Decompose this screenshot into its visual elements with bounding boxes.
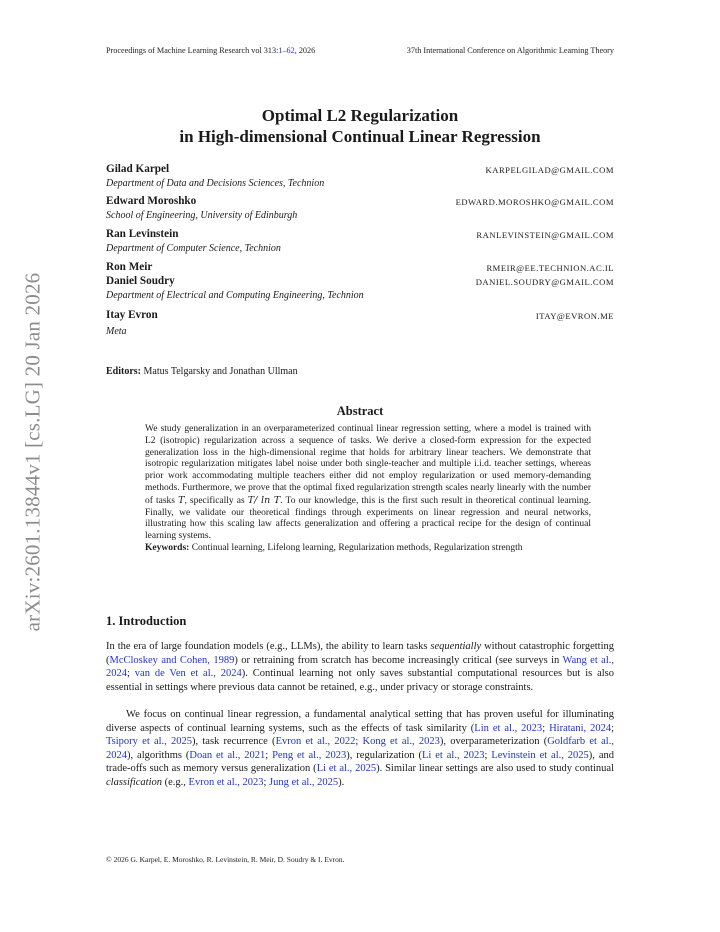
body-text: without catastrophic forgetting (: [106, 641, 615, 666]
body-text: In the era of large foundation models (e.g., LLMs), the ability to learn tasks: [106, 641, 431, 652]
body-text: ), task recurrence (: [192, 736, 276, 748]
citation-link[interactable]: McCloskey and Cohen, 1989: [109, 654, 235, 666]
author-affiliation: Meta: [106, 326, 127, 337]
emphasis-text: classification: [106, 776, 162, 788]
arxiv-stamp-text: arXiv:2601.13844v1 [cs.LG] 20 Jan 2026: [20, 272, 45, 632]
citation-link[interactable]: Wang et al., 2024: [106, 654, 614, 680]
emphasis-text: sequentially: [430, 641, 482, 652]
author-name: Gilad Karpel: [106, 163, 170, 175]
citation-link[interactable]: van de Ven et al., 2024: [134, 668, 242, 680]
body-text: ;: [127, 668, 135, 680]
citation-link[interactable]: Evron et al., 2023: [188, 776, 264, 788]
abstract-text: . To our knowledge, this is the first such result in theoretical continual learning. Finally, we validate our theoretical findings through experiments on linear regression and neural networks, illustrating how this scaling law affects generalization and offering a practical recipe for the design of continual learning systems.: [145, 495, 591, 542]
editors-label: Editors:: [106, 366, 141, 377]
body-text: ;: [265, 749, 273, 761]
body-text: ;: [542, 722, 550, 734]
author-name: Ron Meir: [106, 261, 153, 273]
intro-paragraph-2: [106, 708, 614, 790]
citation-link[interactable]: Levinstein et al., 2025: [491, 749, 589, 761]
citation-link[interactable]: Li et al., 2025: [316, 763, 377, 775]
author-email[interactable]: RANLEVINSTEIN@GMAIL.COM: [476, 230, 614, 240]
body-text: ), regularization (: [346, 749, 422, 761]
author-email[interactable]: DANIEL.SOUDRY@GMAIL.COM: [475, 277, 614, 287]
math-symbol: T: [178, 494, 185, 506]
author-affiliation: Department of Electrical and Computing Engineering, Technion: [106, 290, 364, 301]
author-affiliation: School of Engineering, University of Edinburgh: [106, 210, 298, 221]
running-header-right: 37th International Conference on Algorithmic Learning Theory: [406, 46, 614, 55]
author-name: Ran Levinstein: [106, 228, 179, 240]
citation-link[interactable]: Hiratani, 2024: [549, 722, 612, 734]
paper-title-line-1: Optimal L2 Regularization: [261, 106, 459, 125]
body-text: ) or retraining from scratch has become increasingly critical (see surveys in: [234, 654, 563, 666]
citation-link[interactable]: Peng et al., 2023: [272, 749, 347, 761]
abstract-heading: Abstract: [336, 404, 384, 418]
keywords-list: Continual learning, Lifelong learning, Regularization methods, Regularization strength: [191, 542, 523, 553]
author-email[interactable]: RMEIR@EE.TECHNION.AC.IL: [486, 263, 614, 273]
citation-link[interactable]: Kong et al., 2023: [362, 736, 440, 748]
citation-link[interactable]: Goldfarb et al., 2024: [106, 736, 614, 761]
body-text: We focus on continual linear regression, a fundamental analytical setting that has proven useful for illuminating diverse aspects of continual learning systems, such as the effects of task similarity (: [106, 709, 614, 734]
header-pages-link[interactable]: 1–62: [278, 46, 295, 55]
body-text: (e.g.,: [162, 776, 189, 788]
author-name: Edward Moroshko: [106, 195, 197, 207]
author-email[interactable]: ITAY@EVRON.ME: [535, 311, 614, 321]
author-name: Itay Evron: [106, 309, 158, 321]
author-affiliation: Department of Data and Decisions Sciences, Technion: [106, 178, 325, 189]
body-text: ). Continual learning not only saves substantial computational resources but is also essential in settings where previous data cannot be retained, e.g., under privacy or storage constraints.: [106, 668, 615, 693]
body-text: ), algorithms (: [127, 749, 190, 761]
section-heading-introduction: 1. Introduction: [106, 614, 187, 628]
citation-link[interactable]: Evron et al., 2022: [275, 736, 356, 748]
citation-link[interactable]: Tsipory et al., 2025: [106, 736, 193, 748]
header-year: , 2026: [294, 46, 316, 55]
body-text: ;: [611, 722, 614, 734]
body-text: ), and trade-offs such as memory versus generalization (: [106, 749, 614, 775]
body-text: ;: [355, 736, 363, 748]
header-venue: Proceedings of Machine Learning Research vol 313:: [106, 46, 279, 55]
abstract-text: , specifically as: [184, 495, 248, 506]
intro-paragraph-1: [106, 640, 614, 694]
running-header-left: [106, 46, 315, 55]
citation-link[interactable]: Lin et al., 2023: [474, 722, 543, 734]
editors-line: [106, 366, 298, 377]
abstract-text: We study generalization in an overparameterized continual linear regression setting, where a model is trained with L2 (isotropic) regularization across a sequence of tasks. We derive a closed-form expression for the expected generalization loss in the high-dimensional regime that holds for arbitrary linear teachers. We demonstrate that isotropic regularization mitigates label noise under both single-teacher and multiple i.i.d. teacher settings, whereas prior work accommodating multiple teachers either did not employ regularization or used memory-demanding methods. Furthermore, we prove that the optimal fixed regularization strength scales nearly linearly with the number of tasks: [145, 424, 591, 506]
body-text: ). Similar linear settings are also used to study continual: [376, 763, 614, 775]
body-text: ), overparameterization (: [439, 736, 548, 748]
body-text: ).: [338, 776, 345, 788]
citation-link[interactable]: Doan et al., 2021: [189, 749, 266, 761]
citation-link[interactable]: Li et al., 2023: [422, 749, 485, 761]
editors-names: Matus Telgarsky and Jonathan Ullman: [143, 366, 298, 377]
keywords-label: Keywords:: [145, 542, 190, 553]
copyright-footer: © 2026 G. Karpel, E. Moroshko, R. Levinstein, R. Meir, D. Soudry & I. Evron.: [106, 855, 345, 864]
paper-title-line-2: in High-dimensional Continual Linear Regression: [179, 127, 541, 146]
author-name: Daniel Soudry: [106, 275, 175, 287]
author-email[interactable]: KARPELGILAD@GMAIL.COM: [485, 165, 614, 175]
math-expression: T/ ln T: [247, 494, 281, 506]
author-email[interactable]: EDWARD.MOROSHKO@GMAIL.COM: [455, 197, 614, 207]
author-affiliation: Department of Computer Science, Technion: [106, 243, 281, 254]
citation-link[interactable]: Jung et al., 2025: [269, 776, 339, 788]
body-text: ;: [263, 776, 270, 788]
body-text: ;: [484, 749, 492, 761]
abstract-body: [145, 424, 591, 555]
arxiv-stamp: [10, 262, 56, 642]
